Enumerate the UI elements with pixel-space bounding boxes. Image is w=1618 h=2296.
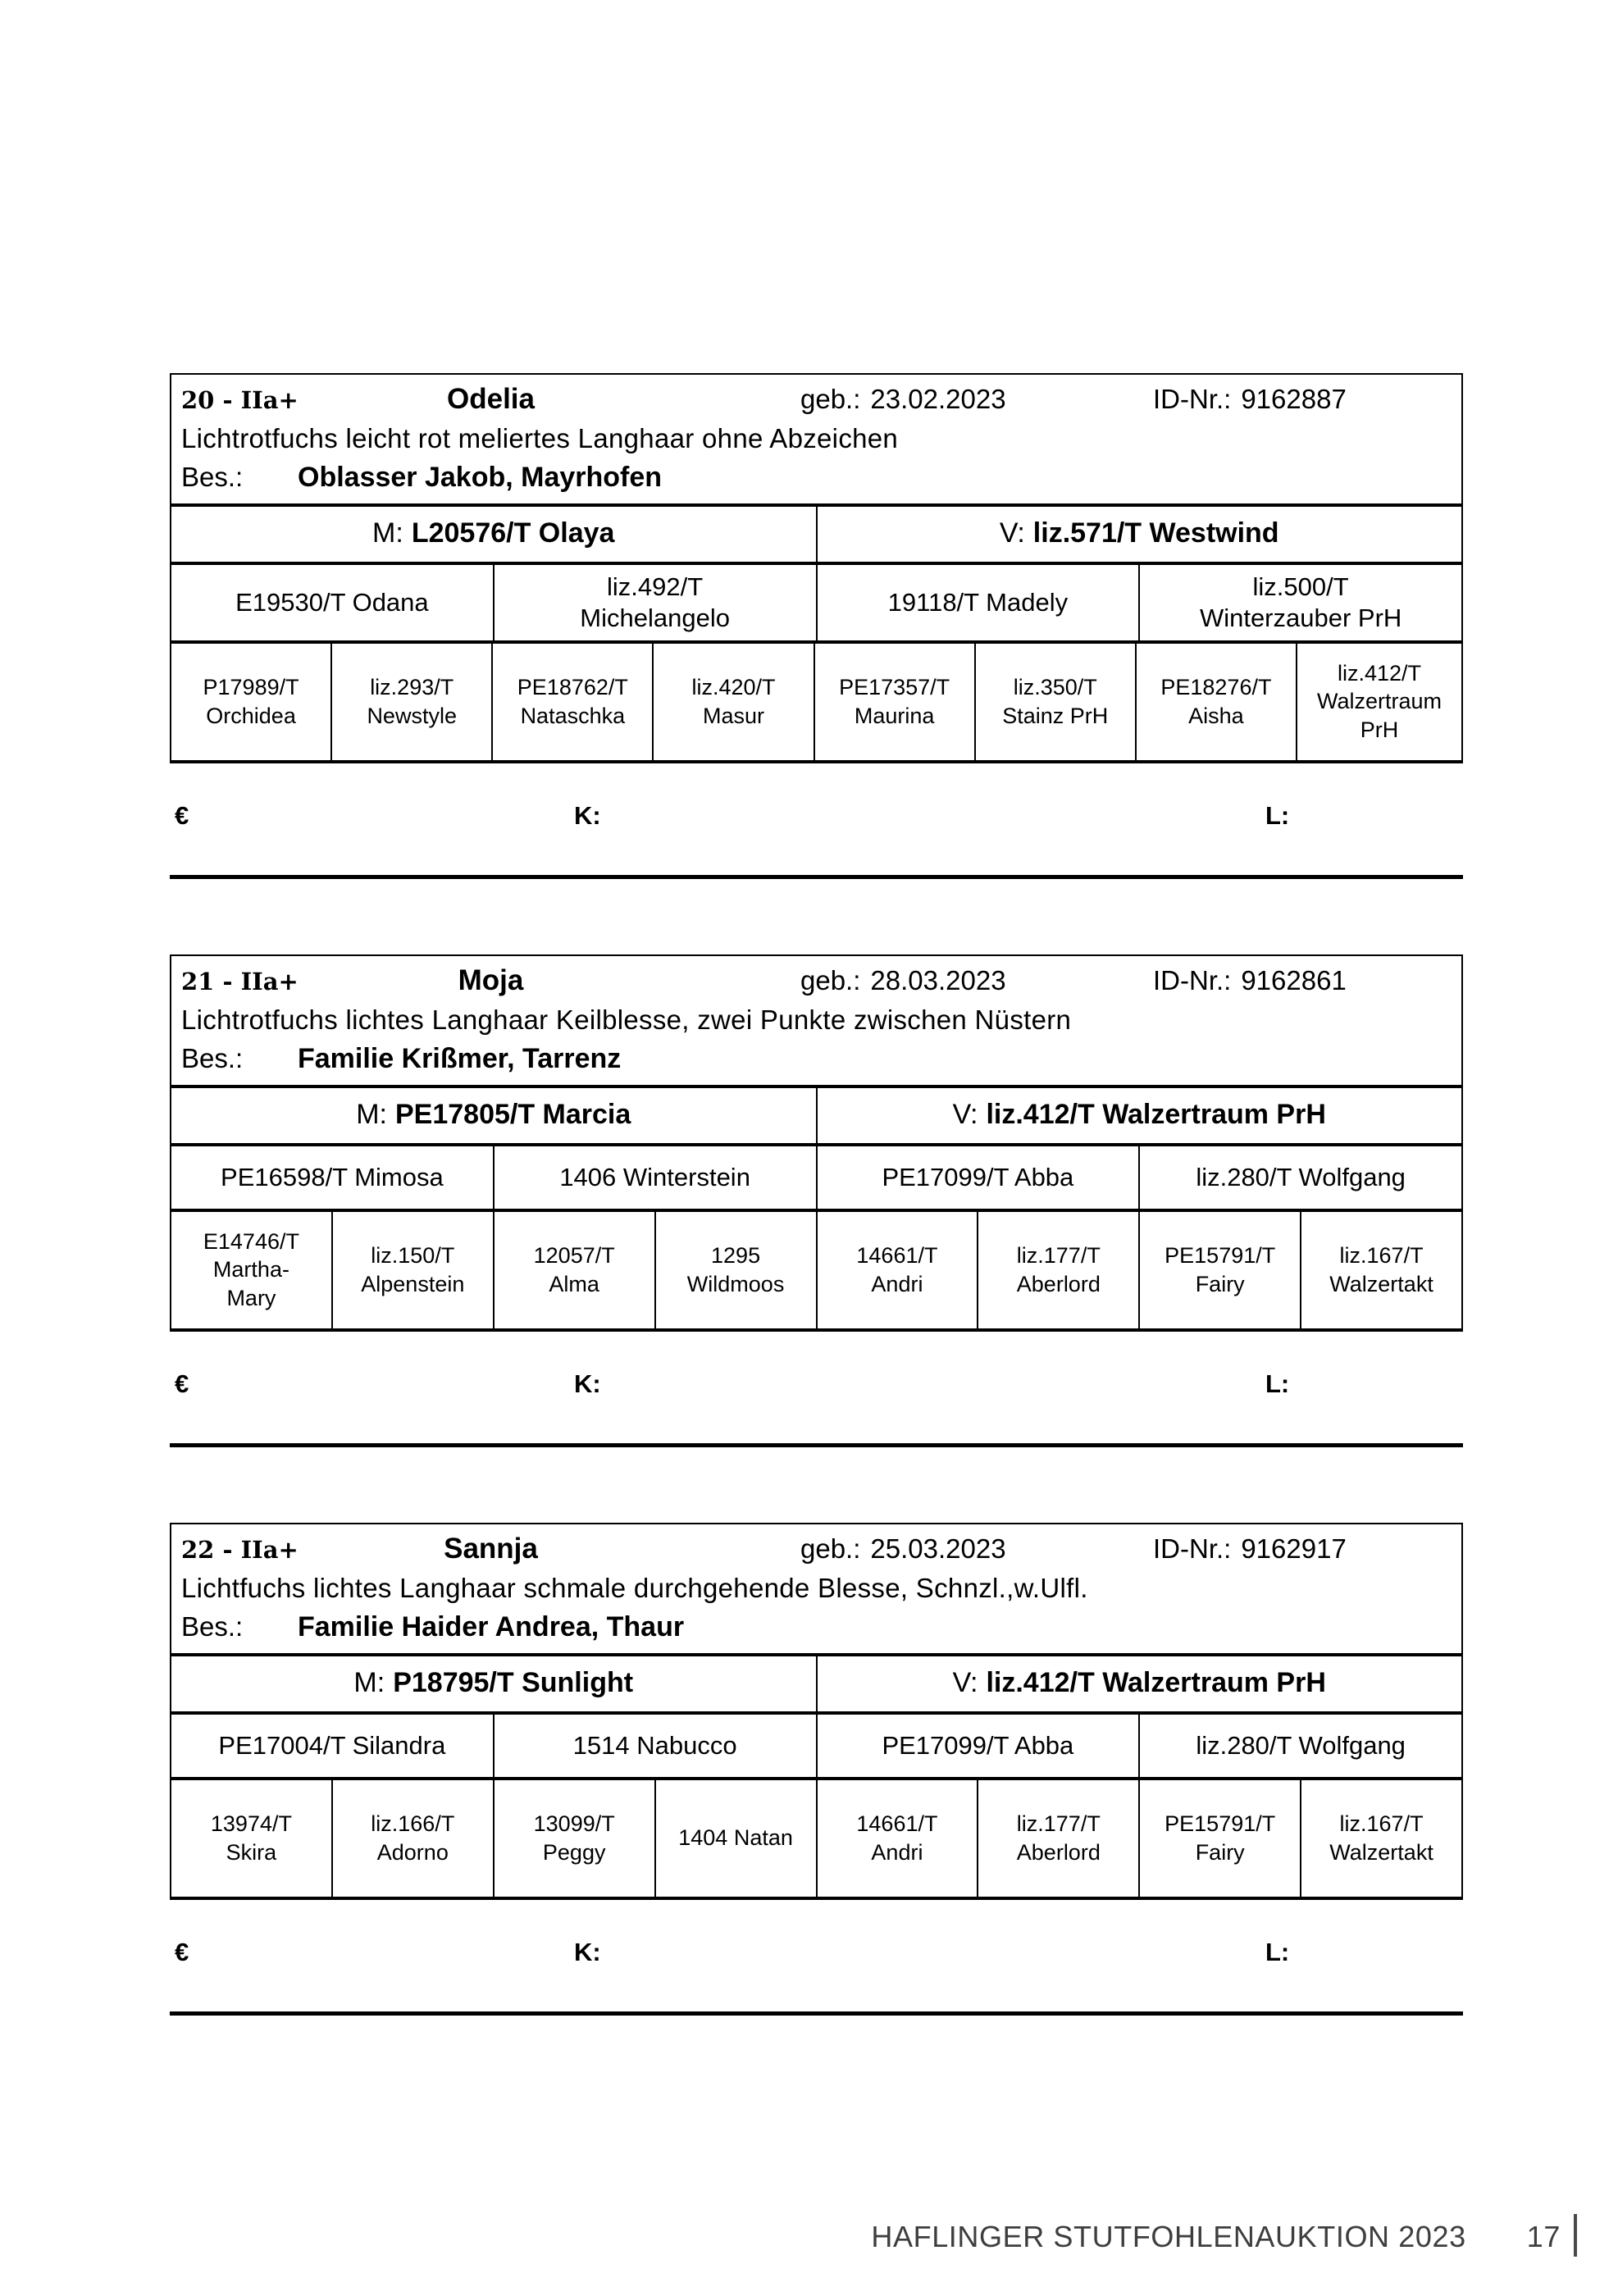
- horse-description: Lichtrotfuchs lichtes Langhaar Keilblesse, zwei Punkte zwischen Nüstern: [181, 1004, 1072, 1035]
- horse-name: Odelia: [447, 383, 535, 415]
- sire-cell: [816, 1656, 1462, 1711]
- owner-label: Bes.:: [181, 1610, 244, 1642]
- euro-label: €: [175, 1369, 189, 1398]
- id-number-value: 9162887: [1241, 384, 1347, 414]
- page-number-divider-bar: [1574, 2214, 1577, 2257]
- grandparents-row: [171, 1146, 1461, 1212]
- birth-date-value: 23.02.2023: [870, 384, 1006, 414]
- great-grandparent-cell: 1404 Natan: [654, 1780, 816, 1897]
- dam-name: L20576/T Olaya: [411, 517, 615, 549]
- horse-record: [170, 1523, 1463, 2016]
- dam-label: M:: [353, 1666, 385, 1698]
- great-grandparent-cell: 13099/T Peggy: [493, 1780, 654, 1897]
- great-grandparent-cell: liz.167/T Walzertakt: [1300, 1212, 1461, 1328]
- great-grandparent-cell: PE15791/T Fairy: [1138, 1212, 1300, 1328]
- sire-label: V:: [999, 517, 1025, 549]
- euro-label: €: [175, 1937, 189, 1966]
- grandparent-cell: 1514 Nabucco: [493, 1715, 816, 1777]
- great-grandparent-cell: PE15791/T Fairy: [1138, 1780, 1300, 1897]
- lot-number: 20 - IIa+: [181, 386, 299, 414]
- grandparents-row: [171, 565, 1461, 644]
- grandparent-cell: liz.492/T Michelangelo: [493, 565, 816, 640]
- id-number-field: [1153, 384, 1452, 415]
- great-grandparent-cell: liz.350/T Stainz PrH: [974, 644, 1135, 760]
- birth-date-field: [800, 384, 1153, 415]
- grandparent-cell: PE17004/T Silandra: [218, 1730, 446, 1760]
- sire-name: liz.412/T Walzertraum PrH: [986, 1098, 1326, 1130]
- dam-cell: [171, 1088, 816, 1143]
- horse-description: Lichtfuchs lichtes Langhaar schmale durchgehende Blesse, Schnzl.,w.Ulfl.: [181, 1572, 1088, 1603]
- dam-sire-row: [171, 1656, 1461, 1715]
- horse-header: [171, 1524, 1461, 1656]
- id-number-field: [1153, 1533, 1452, 1565]
- great-grandparents-row: [171, 644, 1461, 760]
- id-number-field: [1153, 965, 1452, 996]
- grandparent-cell: E19530/T Odana: [235, 587, 429, 617]
- great-grandparent-cell: 12057/T Alma: [493, 1212, 654, 1328]
- owner-line: [181, 462, 1452, 494]
- page-number: 17: [1526, 2220, 1561, 2253]
- id-number-value: 9162861: [1241, 964, 1347, 995]
- owner-label: Bes.:: [181, 1042, 244, 1073]
- grandparents-row: [171, 1715, 1461, 1780]
- great-grandparent-cell: liz.177/T Aberlord: [977, 1780, 1138, 1897]
- pedigree-table: [170, 954, 1463, 1332]
- l-label: L:: [1265, 800, 1290, 830]
- sire-cell: [816, 507, 1462, 562]
- birth-date-label: geb.:: [800, 384, 861, 414]
- horse-header-line: [181, 383, 1452, 416]
- price-line: [170, 1938, 1463, 1972]
- section-divider: [170, 1443, 1463, 1447]
- k-label: K:: [574, 800, 601, 830]
- dam-cell: [171, 507, 816, 562]
- great-grandparent-cell: E14746/T Martha-Mary: [203, 1228, 299, 1310]
- great-grandparent-cell: liz.293/T Newstyle: [330, 644, 491, 760]
- dam-sire-row: [171, 1088, 1461, 1146]
- grandparent-cell: 1406 Winterstein: [493, 1146, 816, 1209]
- dam-label: M:: [356, 1098, 387, 1130]
- id-number-label: ID-Nr.:: [1153, 384, 1232, 414]
- id-number-value: 9162917: [1241, 1533, 1347, 1564]
- k-label: K:: [574, 1937, 601, 1966]
- l-label: L:: [1265, 1937, 1290, 1966]
- page-content: [170, 0, 1463, 2091]
- lot-number: 21 - IIa+: [181, 967, 299, 995]
- k-label: K:: [574, 1369, 601, 1398]
- birth-date-field: [800, 1533, 1153, 1565]
- great-grandparent-cell: liz.177/T Aberlord: [977, 1212, 1138, 1328]
- sire-label: V:: [952, 1098, 978, 1130]
- horse-header-line: [181, 964, 1452, 997]
- owner-line: [181, 1611, 1452, 1643]
- dam-label: M:: [372, 517, 403, 549]
- pedigree-table: [170, 373, 1463, 763]
- dam-name: PE17805/T Marcia: [394, 1098, 631, 1130]
- sire-name: liz.571/T Westwind: [1032, 517, 1279, 549]
- birth-date-label: geb.:: [800, 964, 861, 995]
- great-grandparent-cell: 13974/T Skira: [210, 1811, 292, 1865]
- horse-header-line: [181, 1533, 1452, 1565]
- section-divider: [170, 875, 1463, 879]
- grandparent-cell: 19118/T Madely: [816, 565, 1139, 640]
- horse-record: [170, 373, 1463, 879]
- great-grandparent-cell: liz.166/T Adorno: [331, 1780, 493, 1897]
- grandparent-cell: PE17099/T Abba: [816, 1715, 1139, 1777]
- great-grandparent-cell: liz.167/T Walzertakt: [1300, 1780, 1461, 1897]
- great-grandparent-cell: liz.420/T Masur: [652, 644, 813, 760]
- great-grandparent-cell: PE18276/T Aisha: [1135, 644, 1296, 760]
- great-grandparents-row: [171, 1780, 1461, 1897]
- great-grandparent-cell: liz.150/T Alpenstein: [331, 1212, 493, 1328]
- grandparent-cell: PE16598/T Mimosa: [221, 1162, 444, 1191]
- id-number-label: ID-Nr.:: [1153, 964, 1232, 995]
- owner-name: Familie Haider Andrea, Thaur: [298, 1610, 685, 1642]
- dam-name: P18795/T Sunlight: [393, 1666, 634, 1698]
- birth-date-field: [800, 965, 1153, 996]
- sire-cell: [816, 1088, 1462, 1143]
- great-grandparent-cell: PE17357/T Maurina: [814, 644, 974, 760]
- page-footer: [0, 2214, 1577, 2257]
- euro-label: €: [175, 800, 189, 830]
- horse-name: Moja: [458, 963, 524, 996]
- birth-date-label: geb.:: [800, 1533, 861, 1564]
- grandparent-cell: liz.280/T Wolfgang: [1138, 1146, 1461, 1209]
- birth-date-value: 25.03.2023: [870, 1533, 1006, 1564]
- great-grandparent-cell: 14661/T Andri: [816, 1212, 978, 1328]
- great-grandparent-cell: 1295 Wildmoos: [654, 1212, 816, 1328]
- great-grandparent-cell: 14661/T Andri: [816, 1780, 978, 1897]
- owner-name: Familie Krißmer, Tarrenz: [298, 1042, 622, 1074]
- owner-label: Bes.:: [181, 462, 244, 492]
- great-grandparents-row: [171, 1212, 1461, 1328]
- horse-name: Sannja: [444, 1532, 538, 1565]
- price-line: [170, 1369, 1463, 1404]
- great-grandparent-cell: liz.412/T Walzertraum PrH: [1296, 644, 1461, 760]
- id-number-label: ID-Nr.:: [1153, 1533, 1232, 1564]
- dam-cell: [171, 1656, 816, 1711]
- great-grandparent-cell: P17989/T Orchidea: [203, 675, 299, 728]
- great-grandparent-cell: PE18762/T Nataschka: [491, 644, 652, 760]
- price-line: [170, 801, 1463, 836]
- horse-header: [171, 375, 1461, 507]
- dam-sire-row: [171, 507, 1461, 565]
- l-label: L:: [1265, 1369, 1290, 1398]
- horse-description: Lichtrotfuchs leicht rot meliertes Langhaar ohne Abzeichen: [181, 423, 899, 453]
- owner-name: Oblasser Jakob, Mayrhofen: [298, 462, 663, 493]
- owner-line: [181, 1043, 1452, 1075]
- grandparent-cell: liz.280/T Wolfgang: [1138, 1715, 1461, 1777]
- lot-number: 22 - IIa+: [181, 1535, 299, 1564]
- birth-date-value: 28.03.2023: [870, 964, 1006, 995]
- pedigree-table: [170, 1523, 1463, 1900]
- sire-label: V:: [952, 1666, 978, 1698]
- sire-name: liz.412/T Walzertraum PrH: [986, 1666, 1326, 1698]
- horse-record: [170, 954, 1463, 1447]
- section-divider: [170, 2011, 1463, 2016]
- footer-title: HAFLINGER STUTFOHLENAUKTION 2023: [871, 2220, 1466, 2253]
- horse-header: [171, 956, 1461, 1088]
- grandparent-cell: liz.500/T Winterzauber PrH: [1138, 565, 1461, 640]
- grandparent-cell: PE17099/T Abba: [816, 1146, 1139, 1209]
